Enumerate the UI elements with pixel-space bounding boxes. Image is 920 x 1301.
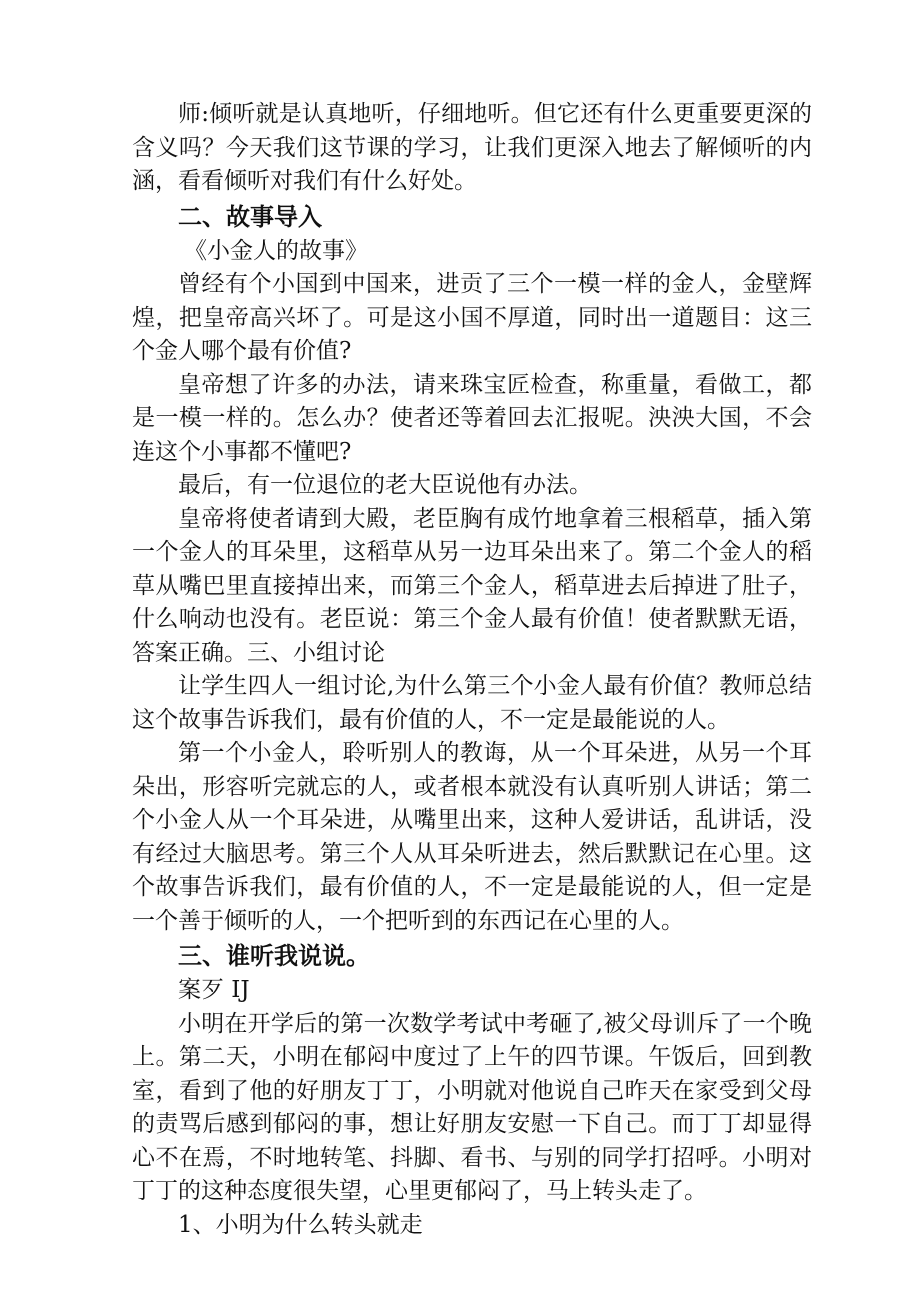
question-1: 1、小明为什么转头就走 xyxy=(178,1211,423,1238)
paragraph-story-3: 最后，有一位退位的老大臣说他有办法。 xyxy=(178,472,592,498)
paragraph-story-1: 曾经有个小国到中国来，进贡了三个一模一样的金人，金壁辉煌，把皇帝高兴坏了。可是这小国不厚道，同时出一道题目：这三个金人哪个最有价值? xyxy=(132,271,812,364)
paragraph-intro: 师:倾听就是认真地听，仔细地听。但它还有什么更重要更深的含义吗？今天我们这节课的学习，让我们更深入地去了解倾听的内涵，看看倾听对我们有什么好处。 xyxy=(132,101,812,194)
section-heading-story: 二、故事导入 xyxy=(178,202,322,231)
story-title: 《小金人的故事》 xyxy=(184,237,368,264)
document-body xyxy=(132,98,812,1242)
paragraph-case: 小明在开学后的第一次数学考试中考砸了,被父母训斥了一个晚上。第二天，小明在郁闷中度过了上午的四节课。午饭后，回到教室，看到了他的好朋友丁丁，小明就对他说自己昨天在家受到父母的责骂后感到郁闷的事，想让好朋友安慰一下自己。而丁丁却显得心不在焉，不时地转笔、抖脚、看书、与别的同学打招呼。小明对丁丁的这种态度很失望，心里更郁闷了，马上转头走了。 xyxy=(132,1010,812,1204)
paragraph-explanation: 第一个小金人，聆听别人的教诲，从一个耳朵进，从另一个耳朵出，形容听完就忘的人，或者根本就没有认真听别人讲话；第二个小金人从一个耳朵进，从嘴里出来，这种人爱讲话，乱讲话，没有经过大脑思考。第三个人从耳朵听进去，然后默默记在心里。这个故事告诉我们，最有价值的人，不一定是最能说的人，但一定是一个善于倾听的人，一个把听到的东西记在心里的人。 xyxy=(132,740,812,934)
paragraph-story-4: 皇帝将使者请到大殿，老臣胸有成竹地拿着三根稻草，插入第一个金人的耳朵里，这稻草从另一边耳朵出来了。第二个金人的稻草从嘴巴里直接掉出来，而第三个金人，稻草进去后掉进了肚子，什么响动也没有。老臣说：第三个金人最有价值！使者默默无语，答案正确。三、小组讨论 xyxy=(132,505,812,666)
case-label: 案歹 IJ xyxy=(178,977,250,1003)
paragraph-story-2: 皇帝想了许多的办法，请来珠宝匠检查，称重量，看做工，都是一模一样的。怎么办？使者还等着回去汇报呢。泱泱大国，不会连这个小事都不懂吧? xyxy=(132,371,812,465)
section-heading-listen: 三、谁听我说说。 xyxy=(178,942,370,970)
paragraph-discussion: 让学生四人一组讨论,为什么第三个小金人最有价值？教师总结这个故事告诉我们，最有价值的人，不一定是最能说的人。 xyxy=(132,673,812,733)
